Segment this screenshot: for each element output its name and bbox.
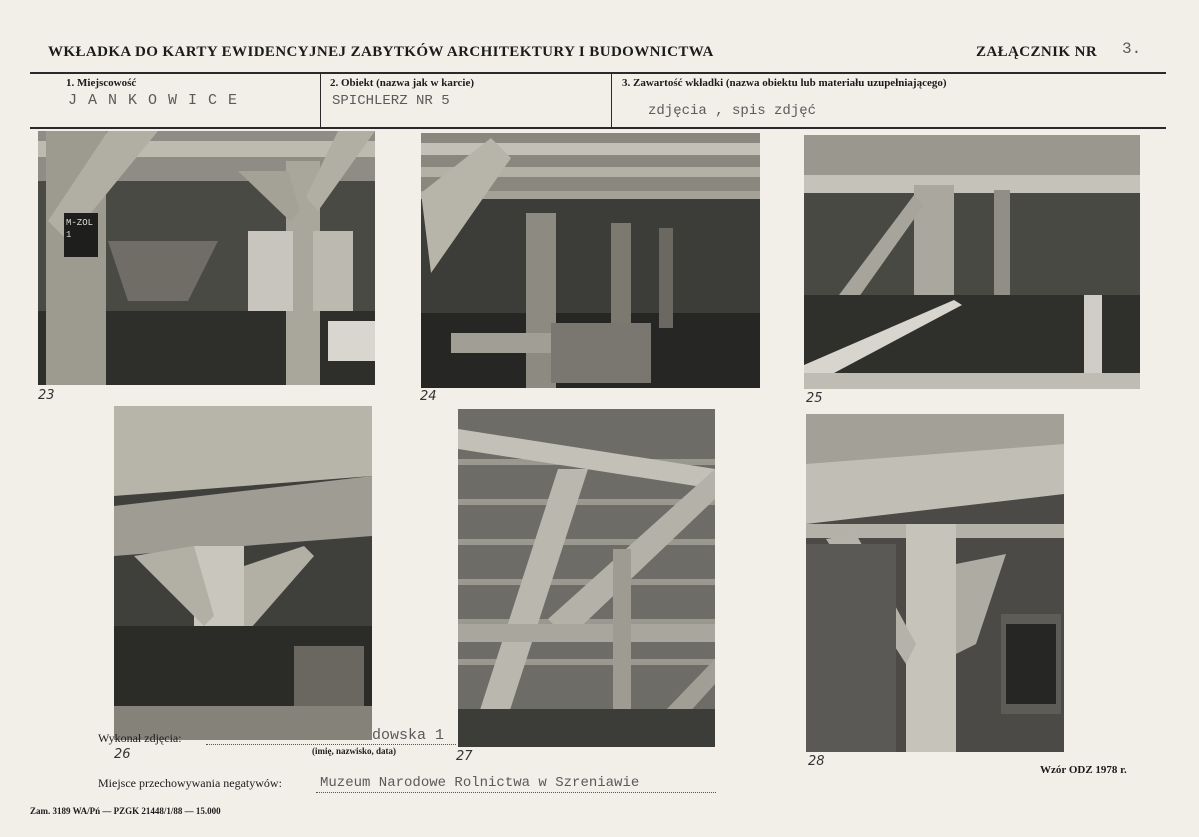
attachment-number: 3. [1122,40,1142,58]
photo-25 [804,135,1140,389]
photo-sign: M-ZOL 1 [66,218,94,240]
attachment-label: ZAŁĄCZNIK NR [976,44,1098,60]
photo-23 [38,131,375,385]
photo-number-23: 23 [38,388,55,403]
content-value: zdjęcia , spis zdjęć [648,103,817,119]
field-divider-2 [611,73,612,128]
author-value: dowska 1 [372,727,445,744]
header-bottom-rule [30,127,1166,129]
header-top-rule [30,72,1166,74]
document-title: WKŁADKA DO KARTY EWIDENCYJNEJ ZABYTKÓW ARCHITEKTURY I BUDOWNICTWA [48,44,714,60]
photo-28 [806,414,1064,752]
photo-27 [458,409,715,747]
author-label: Wykonał zdjęcia: [98,731,182,745]
negatives-label: Miejsce przechowywania negatywów: [98,776,282,790]
place-value: J A N K O W I C E [68,92,239,109]
print-info: Zam. 3189 WA/Pń — PZGK 21448/1/88 — 15.000 [30,806,221,816]
photo-26 [114,406,372,740]
photo-number-25: 25 [806,391,823,406]
content-label: 3. Zawartość wkładki (nazwa obiektu lub materiału uzupełniającego) [622,77,947,89]
photo-number-28: 28 [808,754,825,769]
field-divider-1 [320,73,321,128]
place-label: 1. Miejscowość [66,77,137,89]
photo-number-27: 27 [456,749,473,764]
form-label: Wzór ODZ 1978 r. [1040,764,1127,776]
author-dotted-line [206,744,456,745]
photo-number-26: 26 [114,747,131,762]
photo-24 [421,133,760,388]
object-label: 2. Obiekt (nazwa jak w karcie) [330,77,475,89]
author-caption: (imię, nazwisko, data) [312,746,396,756]
object-value: SPICHLERZ NR 5 [332,93,450,109]
photo-number-24: 24 [420,389,437,404]
negatives-dotted-line [316,792,716,793]
negatives-value: Muzeum Narodowe Rolnictwa w Szreniawie [320,775,640,791]
